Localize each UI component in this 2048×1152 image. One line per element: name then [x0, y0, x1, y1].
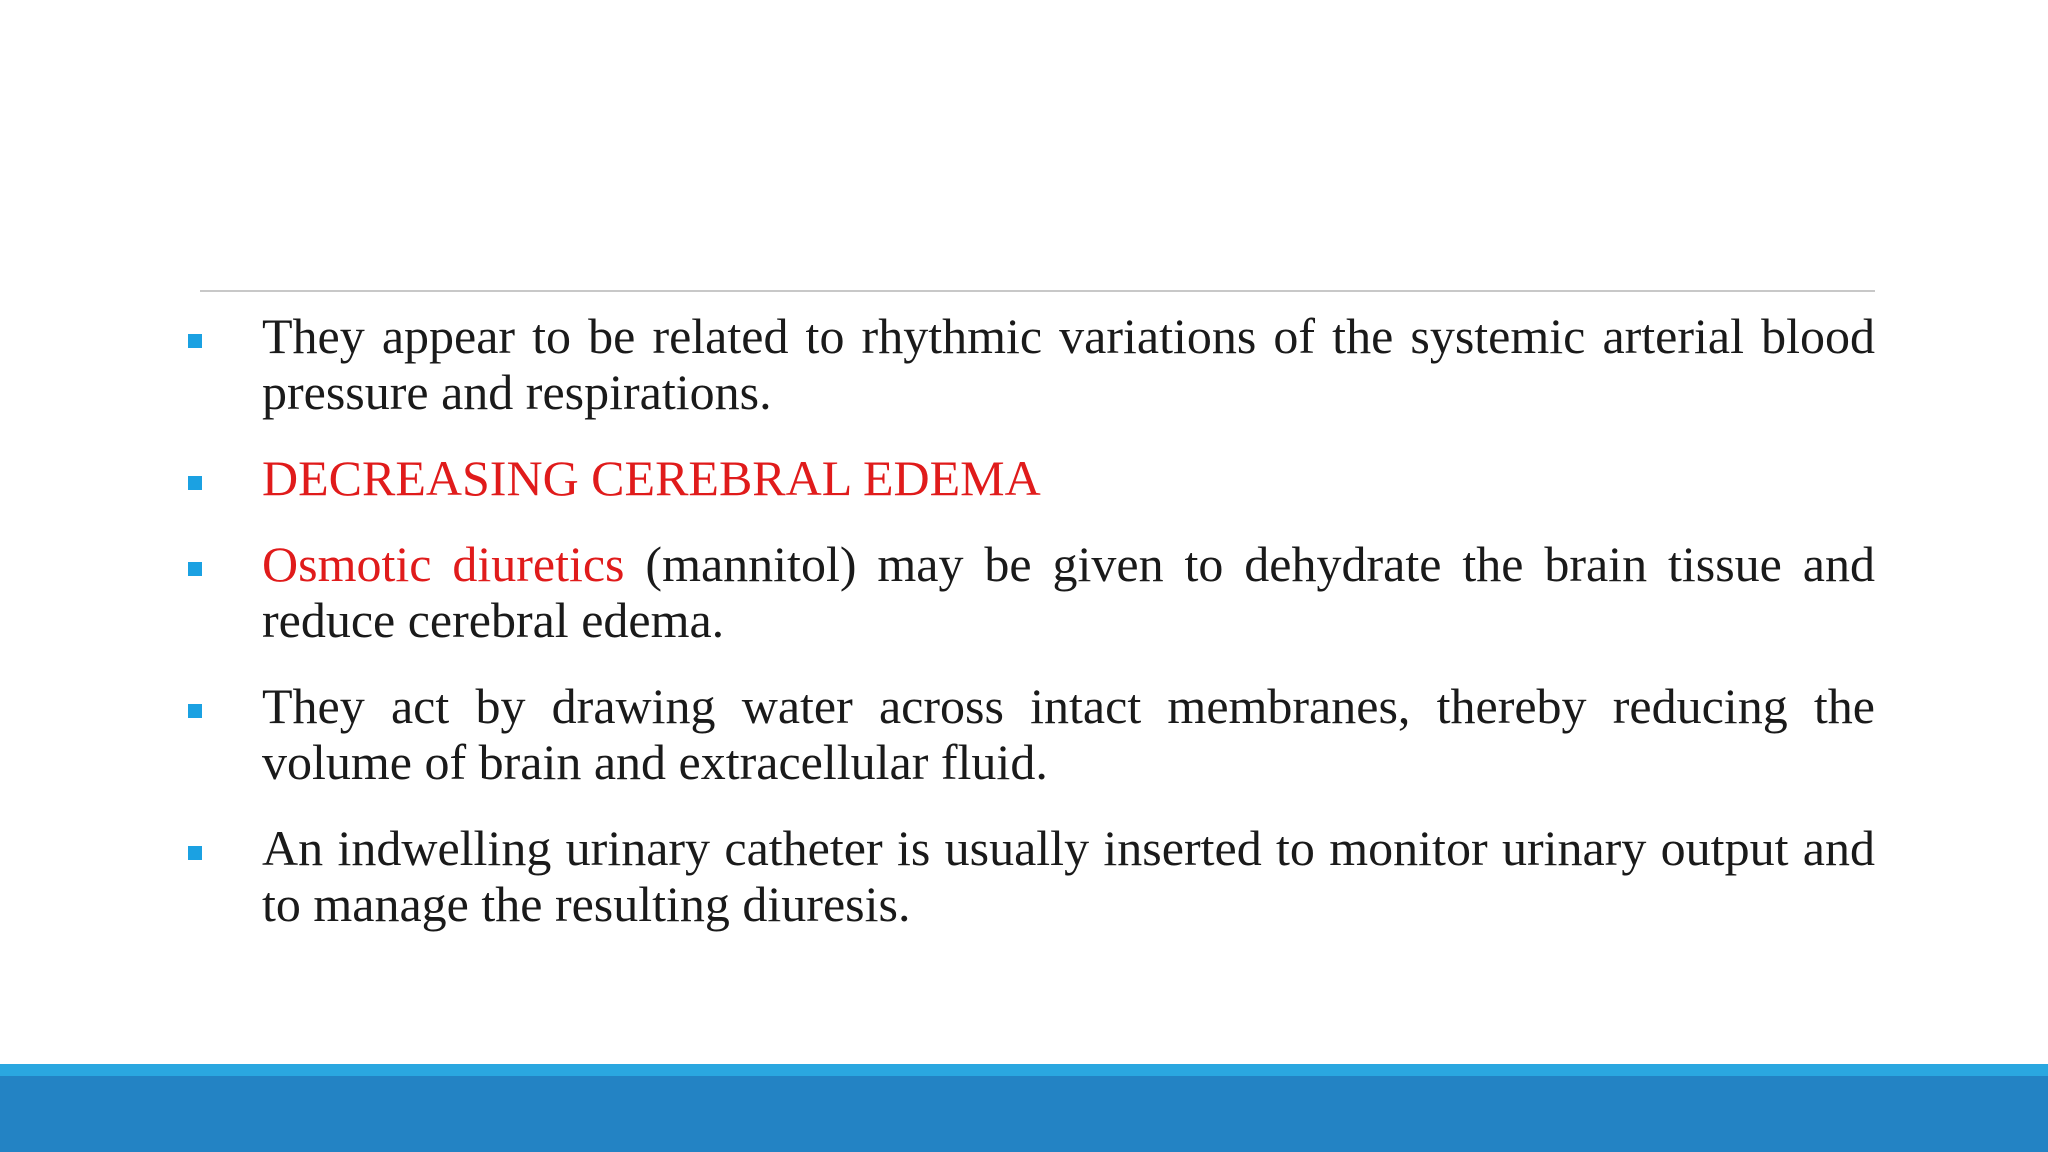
title-divider	[200, 290, 1875, 292]
footer-accent-stripe	[0, 1064, 2048, 1076]
footer-bar	[0, 1076, 2048, 1152]
bullet-text: (mannitol) may be given to dehydrate the brain tissue and reduce cerebral edema.	[262, 536, 1875, 648]
bullet-item-2	[180, 450, 1875, 506]
bullet-item-4	[180, 678, 1875, 790]
square-bullet-icon	[188, 334, 202, 348]
bullet-item-3	[180, 536, 1875, 648]
square-bullet-icon	[188, 704, 202, 718]
bullet-text: They act by drawing water across intact membranes, thereby reducing the volume of brain and extracellular fluid.	[262, 678, 1875, 790]
bullet-highlight-red: Osmotic diuretics	[262, 536, 625, 592]
bullet-text: They appear to be related to rhythmic variations of the systemic arterial blood pressure and respirations.	[262, 308, 1875, 420]
bullet-text: An indwelling urinary catheter is usually inserted to monitor urinary output and to manage the resulting diuresis.	[262, 820, 1875, 932]
square-bullet-icon	[188, 562, 202, 576]
bullet-item-5	[180, 820, 1875, 932]
bullet-heading-red: DECREASING CEREBRAL EDEMA	[262, 450, 1041, 506]
bullet-item-1	[180, 308, 1875, 420]
square-bullet-icon	[188, 846, 202, 860]
bullet-list	[180, 308, 1875, 962]
square-bullet-icon	[188, 476, 202, 490]
